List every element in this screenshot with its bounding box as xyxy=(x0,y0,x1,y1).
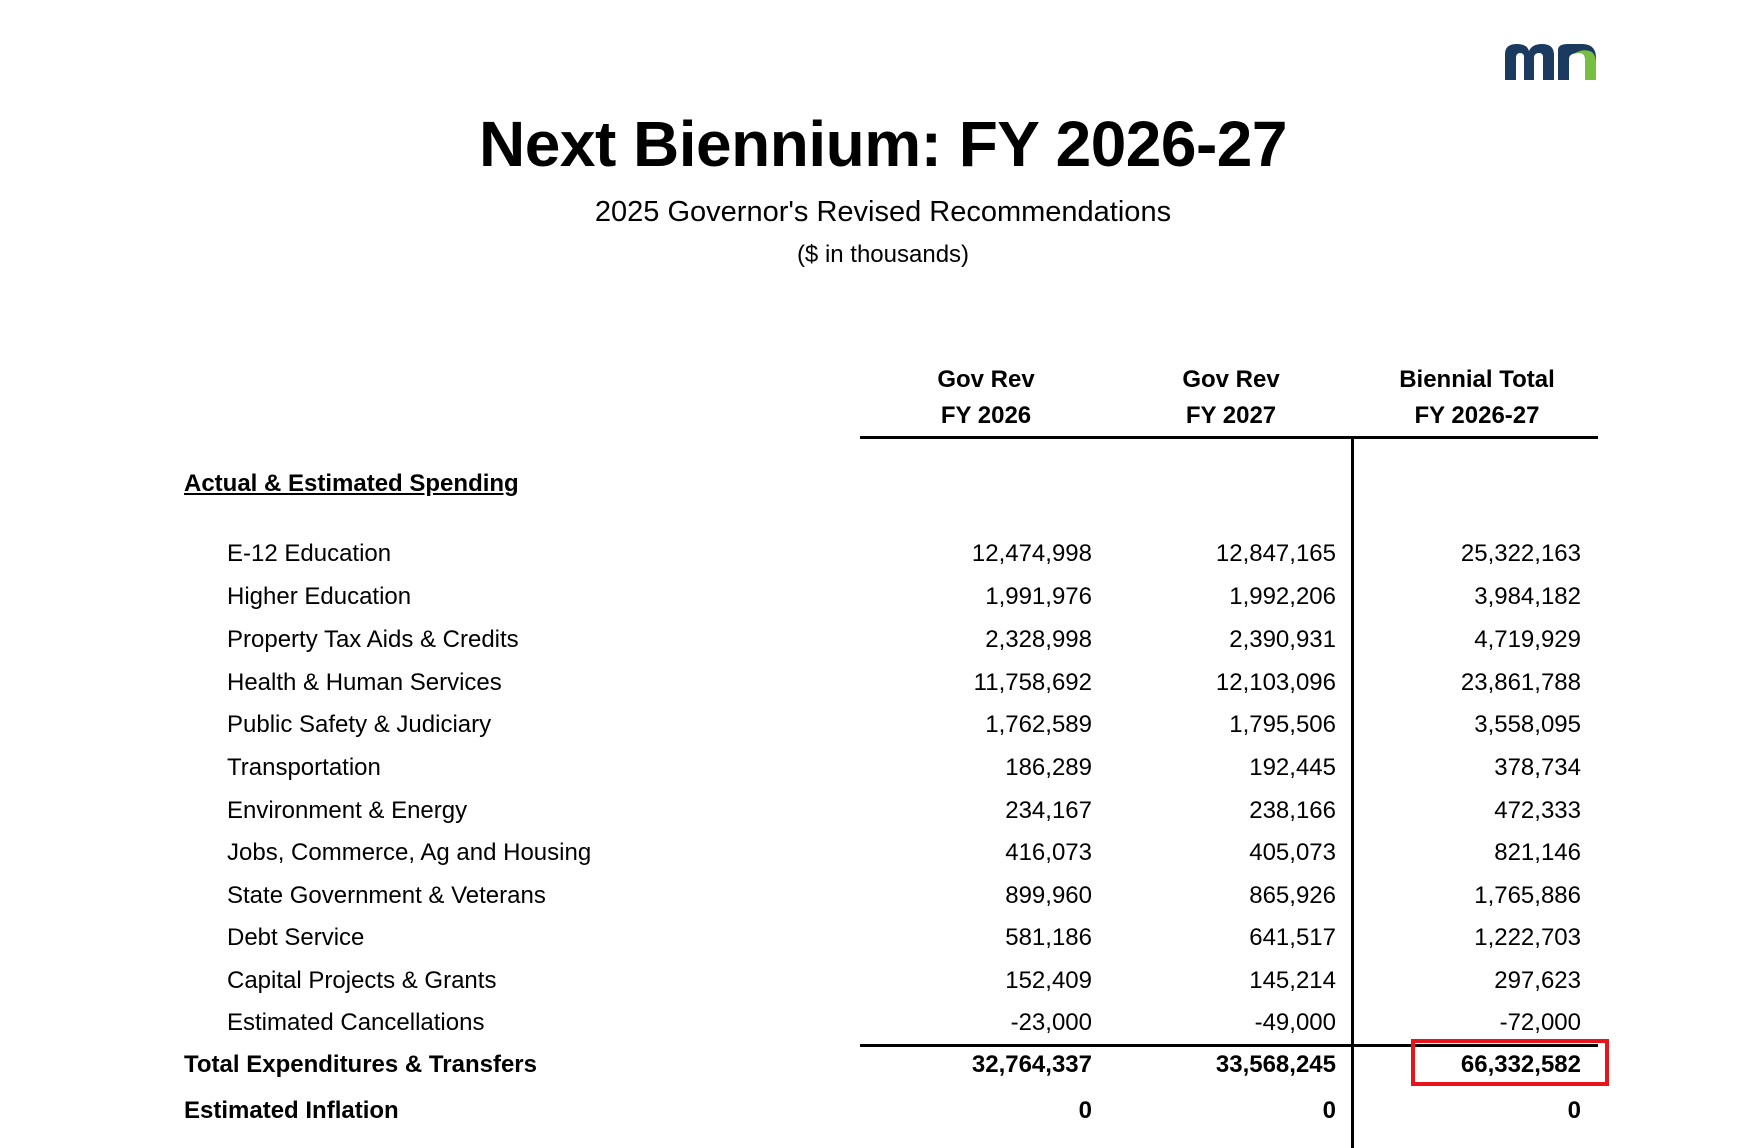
row-label: Estimated Cancellations xyxy=(227,1009,485,1036)
fy2026-value: -23,000 xyxy=(1010,1009,1092,1036)
fy2027-value: 12,103,096 xyxy=(1215,669,1336,696)
table-row xyxy=(0,961,1738,1001)
fy2027-value: -49,000 xyxy=(1254,1009,1336,1036)
fy2027-value: 145,214 xyxy=(1249,967,1336,994)
fy2027-total: 33,568,245 xyxy=(1215,1051,1336,1078)
biennial-total-value: -72,000 xyxy=(1499,1009,1581,1036)
table-row xyxy=(0,748,1738,788)
header-underline xyxy=(860,436,1598,439)
fy2027-value: 865,926 xyxy=(1249,882,1336,909)
biennial-total-value: 821,146 xyxy=(1494,839,1581,866)
fy2026-value: 1,991,976 xyxy=(985,583,1092,610)
row-label: Public Safety & Judiciary xyxy=(227,711,492,738)
table-row xyxy=(0,833,1738,873)
table-row xyxy=(0,534,1738,574)
table-row xyxy=(0,577,1738,617)
fy2026-value: 234,167 xyxy=(1005,797,1092,824)
biennial-total-value: 25,322,163 xyxy=(1460,540,1581,567)
column-header-line2: FY 2027 xyxy=(1185,402,1277,429)
row-label: Higher Education xyxy=(227,583,412,610)
row-label: Capital Projects & Grants xyxy=(227,967,497,994)
fy2026-value: 12,474,998 xyxy=(971,540,1092,567)
inflation-row xyxy=(0,1091,1738,1131)
row-label: E-12 Education xyxy=(227,540,392,567)
row-label: Property Tax Aids & Credits xyxy=(227,626,519,653)
fy2026-value: 581,186 xyxy=(1005,924,1092,951)
row-label: State Government & Veterans xyxy=(227,882,546,909)
highlight-box xyxy=(1411,1039,1609,1086)
fy2027-value: 192,445 xyxy=(1249,754,1336,781)
biennial-total-value: 3,984,182 xyxy=(1474,583,1581,610)
units-note: ($ in thousands) xyxy=(796,241,970,268)
page-title: Next Biennium: FY 2026-27 xyxy=(479,108,1287,180)
biennial-total-value: 472,333 xyxy=(1494,797,1581,824)
column-header-biennial-total xyxy=(1368,362,1586,434)
inflation-label: Estimated Inflation xyxy=(184,1097,399,1124)
fy2026-value: 2,328,998 xyxy=(985,626,1092,653)
page-subtitle: 2025 Governor's Revised Recommendations xyxy=(594,196,1172,228)
row-label: Transportation xyxy=(227,754,381,781)
fy2027-value: 1,992,206 xyxy=(1229,583,1336,610)
column-header-fy2026 xyxy=(888,362,1084,434)
row-label: Debt Service xyxy=(227,924,365,951)
mn-logo xyxy=(1500,38,1612,84)
biennial-total-value: 4,719,929 xyxy=(1474,626,1581,653)
biennial-total-value: 1,222,703 xyxy=(1474,924,1581,951)
biennial-total-value: 297,623 xyxy=(1494,967,1581,994)
table-row xyxy=(0,663,1738,703)
biennial-total-value: 3,558,095 xyxy=(1474,711,1581,738)
table-row xyxy=(0,876,1738,916)
biennial-total-value: 378,734 xyxy=(1494,754,1581,781)
fy2026-value: 416,073 xyxy=(1005,839,1092,866)
column-header-fy2027 xyxy=(1133,362,1329,434)
row-label: Environment & Energy xyxy=(227,797,468,824)
column-header-line2: FY 2026-27 xyxy=(1414,402,1540,429)
column-header-line1: Gov Rev xyxy=(1182,366,1280,393)
fy2026-total: 32,764,337 xyxy=(971,1051,1092,1078)
section-title: Actual & Estimated Spending xyxy=(184,470,519,497)
biennial-total-value: 1,765,886 xyxy=(1474,882,1581,909)
row-label: Jobs, Commerce, Ag and Housing xyxy=(227,839,592,866)
fy2027-inflation: 0 xyxy=(1322,1097,1336,1124)
table-row xyxy=(0,791,1738,831)
row-label: Health & Human Services xyxy=(227,669,502,696)
fy2026-inflation: 0 xyxy=(1078,1097,1092,1124)
table-row xyxy=(0,620,1738,660)
fy2027-value: 238,166 xyxy=(1249,797,1336,824)
column-header-line2: FY 2026 xyxy=(940,402,1032,429)
fy2026-value: 186,289 xyxy=(1005,754,1092,781)
biennial-grand-total: 66,332,582 xyxy=(1460,1051,1581,1078)
total-label: Total Expenditures & Transfers xyxy=(184,1051,537,1078)
fy2026-value: 152,409 xyxy=(1005,967,1092,994)
fy2027-value: 641,517 xyxy=(1249,924,1336,951)
fy2027-value: 405,073 xyxy=(1249,839,1336,866)
fy2027-value: 2,390,931 xyxy=(1229,626,1336,653)
column-header-line1: Biennial Total xyxy=(1399,366,1555,393)
fy2027-value: 1,795,506 xyxy=(1229,711,1336,738)
fy2027-value: 12,847,165 xyxy=(1215,540,1336,567)
biennial-total-value: 23,861,788 xyxy=(1460,669,1581,696)
table-row xyxy=(0,705,1738,745)
table-row xyxy=(0,1003,1738,1043)
fy2026-value: 899,960 xyxy=(1005,882,1092,909)
fy2026-value: 1,762,589 xyxy=(985,711,1092,738)
table-row xyxy=(0,918,1738,958)
fy2026-value: 11,758,692 xyxy=(973,669,1092,696)
biennial-inflation: 0 xyxy=(1567,1097,1581,1124)
column-header-line1: Gov Rev xyxy=(937,366,1035,393)
